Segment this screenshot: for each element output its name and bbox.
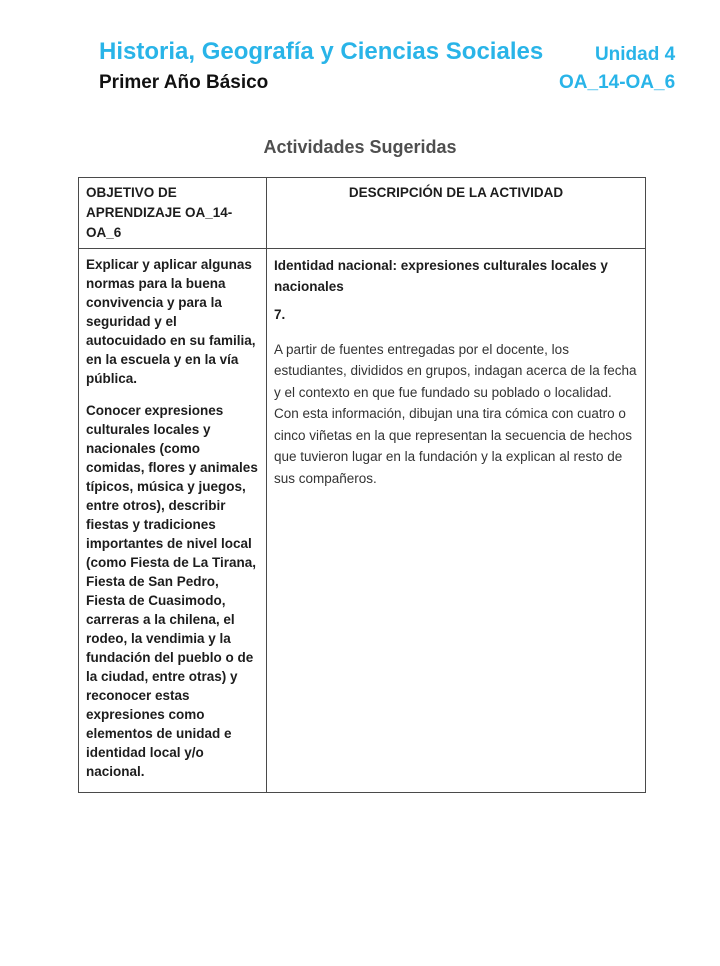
document-header-right [559, 41, 675, 97]
document-header-left [99, 34, 559, 97]
objective-cell [79, 249, 267, 793]
activities-table [78, 177, 646, 793]
activity-description: A partir de fuentes entregadas por el docente, los estudiantes, divididos en grupos, indagan acerca de la fecha y el contexto en que fue fundado su poblado o localidad. Con esta información, dibujan una tira cómica con cuatro o cinco viñetas en la que representan la secuencia de hechos que tuvieron lugar en la fundación y la explican al resto de sus compañeros. [274, 341, 637, 486]
activity-heading: Identidad nacional: expresiones culturales locales y nacionales [274, 258, 608, 294]
course-title: Historia, Geografía y Ciencias Sociales [99, 38, 544, 65]
document-header [99, 34, 676, 97]
table-header-row [79, 178, 646, 249]
grade-level: Primer Año Básico [99, 72, 269, 93]
oa-code: OA_14-OA_6 [559, 72, 676, 93]
table-row [79, 249, 646, 793]
objective-paragraph-1: Explicar y aplicar algunas normas para la buena convivencia y para la seguridad y el autocuidado en su familia, en la escuela y en la vía pública. [86, 257, 256, 386]
activity-cell [267, 249, 646, 793]
activity-number: 7. [274, 307, 286, 322]
objective-paragraph-2: Conocer expresiones culturales locales y nacionales (como comidas, flores y animales típicos, música y juegos, entre otros), describir fiestas y tradiciones importantes de nivel local (como Fiesta de La Tirana, Fiesta de San Pedro, Fiesta de Cuasimodo, carreras a la chilena, el rodeo, la vendimia y la fundación del pueblo o de la ciudad, entre otras) y reconocer estas expresiones como elementos de unidad e identidad local y/o nacional. [86, 403, 258, 779]
column-header-description: DESCRIPCIÓN DE LA ACTIVIDAD [267, 178, 646, 249]
column-header-objective: OBJETIVO DE APRENDIZAJE OA_14-OA_6 [79, 178, 267, 249]
curriculum-page [0, 34, 720, 966]
unit-label: Unidad 4 [594, 44, 676, 65]
section-title: Actividades Sugeridas [263, 137, 457, 157]
